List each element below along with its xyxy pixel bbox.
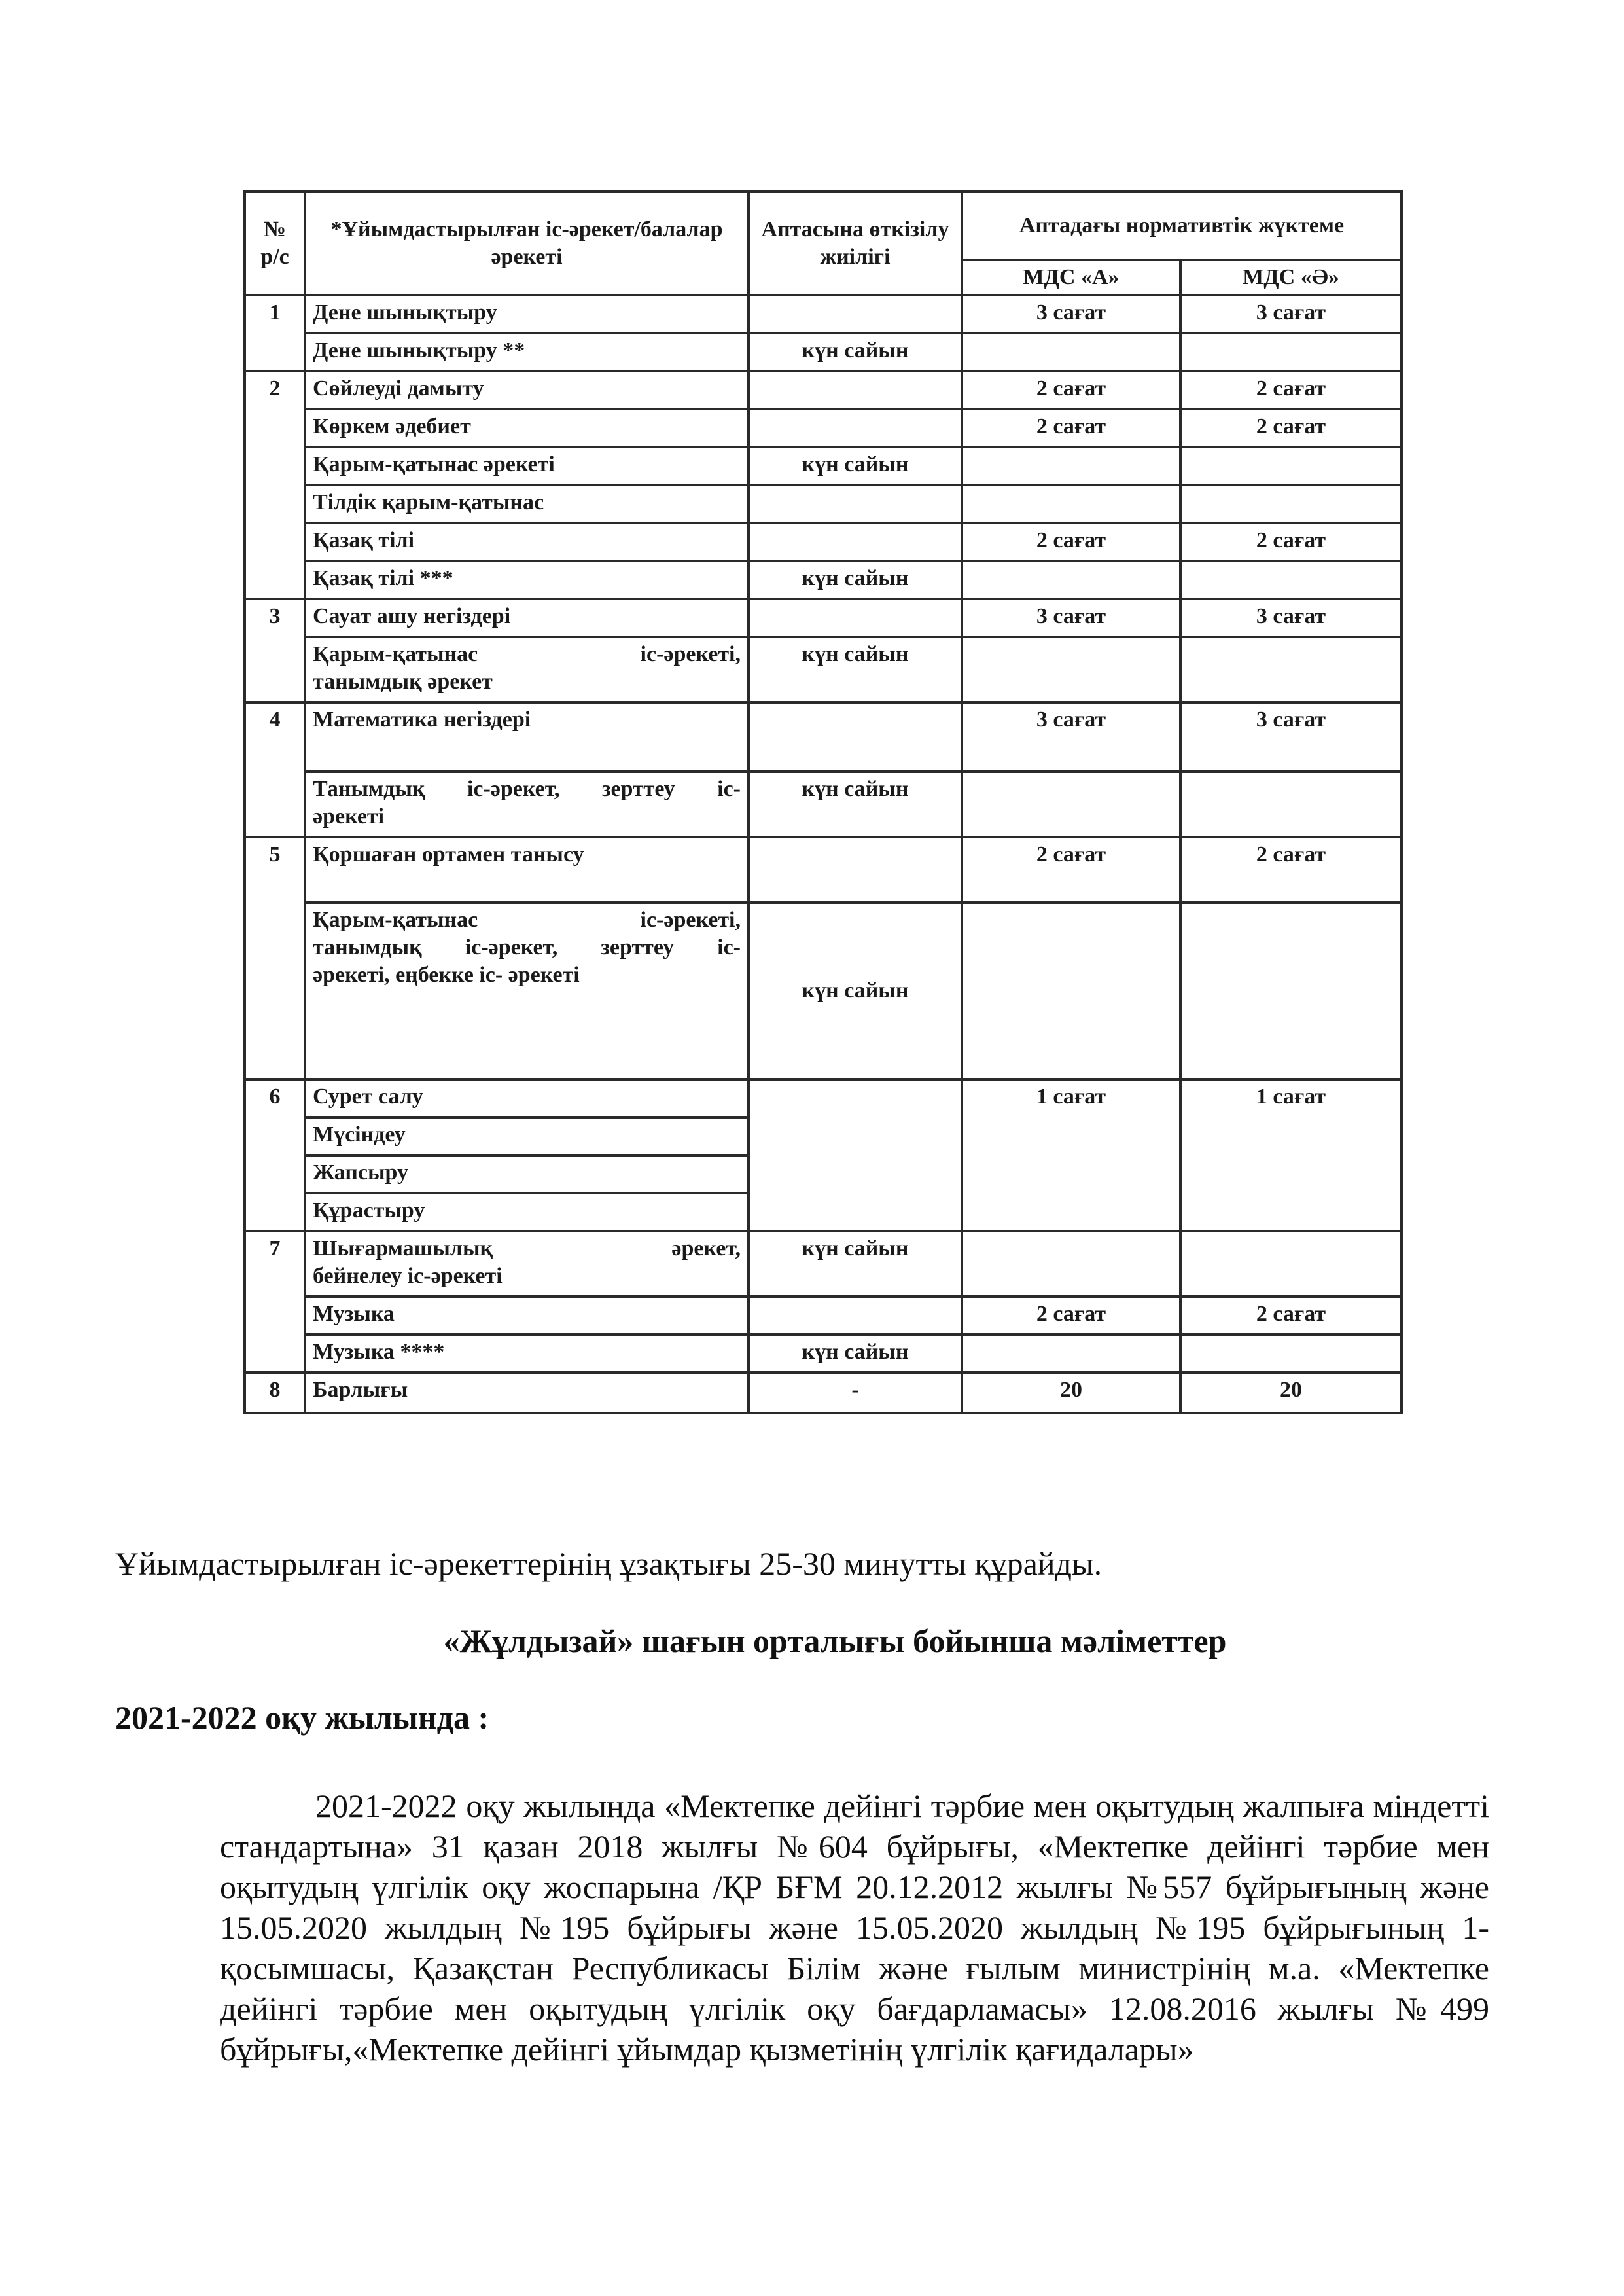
frequency-cell: күн сайын bbox=[749, 637, 962, 702]
load-ae-cell: 20 bbox=[1180, 1372, 1402, 1413]
activity-cell bbox=[305, 903, 749, 1079]
table-row bbox=[245, 772, 1402, 837]
header-mds-a: МДС «А» bbox=[962, 260, 1180, 295]
activity-cell: Көркем әдебиет bbox=[305, 409, 749, 447]
header-mds-ae: МДС «Ә» bbox=[1180, 260, 1402, 295]
load-ae-cell: 2 сағат bbox=[1180, 523, 1402, 561]
activity-cell: Мүсіндеу bbox=[305, 1117, 749, 1155]
activity-cell bbox=[305, 1231, 749, 1297]
activity-cell: Тілдік қарым-қатынас bbox=[305, 485, 749, 523]
header-frequency: Аптасына өткізілу жиілігі bbox=[749, 192, 962, 295]
load-a-cell: 2 сағат bbox=[962, 409, 1180, 447]
table-row-total bbox=[245, 1372, 1402, 1413]
load-ae-cell: 2 сағат bbox=[1180, 371, 1402, 409]
load-ae-cell: 3 сағат bbox=[1180, 599, 1402, 637]
table-row bbox=[245, 371, 1402, 409]
frequency-cell: күн сайын bbox=[749, 772, 962, 837]
frequency-cell bbox=[749, 523, 962, 561]
activity-cell bbox=[305, 772, 749, 837]
frequency-cell: күн сайын bbox=[749, 1231, 962, 1297]
row-number: 4 bbox=[245, 702, 305, 837]
load-a-cell: 20 bbox=[962, 1372, 1180, 1413]
activity-cell: Құрастыру bbox=[305, 1193, 749, 1231]
load-ae-cell: 2 сағат bbox=[1180, 837, 1402, 903]
activity-cell: Қазақ тілі *** bbox=[305, 561, 749, 599]
load-ae-cell: 2 сағат bbox=[1180, 409, 1402, 447]
activity-cell: Жапсыру bbox=[305, 1155, 749, 1193]
frequency-cell: күн сайын bbox=[749, 903, 962, 1079]
table-row bbox=[245, 333, 1402, 371]
load-a-cell: 3 сағат bbox=[962, 702, 1180, 772]
load-a-cell bbox=[962, 485, 1180, 523]
load-a-cell bbox=[962, 447, 1180, 485]
activity-line: танымдық әрекет bbox=[313, 670, 493, 694]
activity-line: әрекеті bbox=[313, 804, 385, 829]
table-row bbox=[245, 837, 1402, 903]
row-number: 8 bbox=[245, 1372, 305, 1413]
activity-line: Қарым-қатынас іс-әрекеті, bbox=[313, 642, 741, 666]
frequency-cell: күн сайын bbox=[749, 1335, 962, 1372]
row-number: 2 bbox=[245, 371, 305, 599]
frequency-cell: күн сайын bbox=[749, 447, 962, 485]
paragraph-text: 2021-2022 оқу жылында «Мектепке дейінгі тәрбие мен оқытудың жалпыға міндетті стандартына» 31 қазан 2018 жылғы №604 бұйрығы, «Мектепке дейінгі тәрбие мен оқытудың үлгілік оқу жоспарына /ҚР БҒМ 20.12.2012 жылғы №557 бұйрығының және 15.05.2020 жылдың №195 бұйрығы және 15.05.2020 жылдың №195 бұйрығының 1-қосымшасы, Қазақстан Республикасы Білім және ғылым министрінің м.а. «Мектепке дейінгі тәрбие мен оқытудың үлгілік оқу бағдарламасы» 12.08.2016 жылғы №499 бұйрығы,«Мектепке дейінгі ұйымдар қызметінің үлгілік қағидалары» bbox=[220, 1787, 1489, 2068]
activity-cell: Математика негіздері bbox=[305, 702, 749, 772]
load-ae-cell bbox=[1180, 447, 1402, 485]
load-ae-cell bbox=[1180, 561, 1402, 599]
load-ae-cell: 1 сағат bbox=[1180, 1079, 1402, 1231]
activity-cell: Барлығы bbox=[305, 1372, 749, 1413]
load-a-cell bbox=[962, 1231, 1180, 1297]
table-row bbox=[245, 523, 1402, 561]
header-num: № р/с bbox=[245, 192, 305, 295]
load-ae-cell bbox=[1180, 772, 1402, 837]
row-number: 6 bbox=[245, 1079, 305, 1231]
row-number: 7 bbox=[245, 1231, 305, 1372]
load-a-cell bbox=[962, 772, 1180, 837]
year-heading: 2021-2022 оқу жылында : bbox=[115, 1699, 489, 1736]
activity-line: Танымдық іс-әрекет, зерттеу іс- bbox=[313, 777, 741, 801]
row-number: 5 bbox=[245, 837, 305, 1079]
section-heading: «Жұлдызай» шағын орталығы бойынша мәліметтер bbox=[443, 1623, 1227, 1659]
frequency-cell bbox=[749, 837, 962, 903]
row-number: 1 bbox=[245, 295, 305, 371]
activity-line: Қарым-қатынас іс-әрекеті, bbox=[313, 908, 741, 932]
activity-cell: Сауат ашу негіздері bbox=[305, 599, 749, 637]
activity-cell: Дене шынықтыру ** bbox=[305, 333, 749, 371]
row-number: 3 bbox=[245, 599, 305, 702]
activity-cell: Сөйлеуді дамыту bbox=[305, 371, 749, 409]
load-a-cell: 2 сағат bbox=[962, 837, 1180, 903]
load-a-cell bbox=[962, 903, 1180, 1079]
frequency-cell bbox=[749, 409, 962, 447]
frequency-cell bbox=[749, 371, 962, 409]
activity-line: бейнелеу іс-әрекеті bbox=[313, 1264, 503, 1288]
table-row bbox=[245, 903, 1402, 1079]
table-row bbox=[245, 702, 1402, 772]
activity-line: Шығармашылық әрекет, bbox=[313, 1236, 741, 1261]
table-row bbox=[245, 1335, 1402, 1372]
load-a-cell: 1 сағат bbox=[962, 1079, 1180, 1231]
load-a-cell bbox=[962, 637, 1180, 702]
load-ae-cell bbox=[1180, 637, 1402, 702]
frequency-cell: күн сайын bbox=[749, 561, 962, 599]
load-ae-cell bbox=[1180, 1231, 1402, 1297]
table-row bbox=[245, 295, 1402, 333]
load-a-cell: 3 сағат bbox=[962, 295, 1180, 333]
header-activity: *Ұйымдастырылған іс-әрекет/балалар әрекеті bbox=[305, 192, 749, 295]
activity-cell: Сурет салу bbox=[305, 1079, 749, 1117]
body-paragraph bbox=[220, 1785, 1489, 2070]
load-a-cell: 2 сағат bbox=[962, 371, 1180, 409]
activity-cell: Музыка bbox=[305, 1297, 749, 1335]
frequency-cell bbox=[749, 599, 962, 637]
load-ae-cell bbox=[1180, 903, 1402, 1079]
activity-cell: Қоршаған ортамен танысу bbox=[305, 837, 749, 903]
frequency-cell: күн сайын bbox=[749, 333, 962, 371]
activity-cell: Қазақ тілі bbox=[305, 523, 749, 561]
table-row bbox=[245, 409, 1402, 447]
load-ae-cell: 3 сағат bbox=[1180, 702, 1402, 772]
load-ae-cell: 2 сағат bbox=[1180, 1297, 1402, 1335]
curriculum-table bbox=[243, 190, 1403, 1414]
table-row bbox=[245, 1297, 1402, 1335]
load-a-cell: 2 сағат bbox=[962, 1297, 1180, 1335]
load-a-cell: 2 сағат bbox=[962, 523, 1180, 561]
frequency-cell bbox=[749, 485, 962, 523]
activity-cell: Дене шынықтыру bbox=[305, 295, 749, 333]
activity-line: әрекеті, еңбекке іс- әрекеті bbox=[313, 963, 580, 987]
table-row bbox=[245, 561, 1402, 599]
table-row bbox=[245, 599, 1402, 637]
curriculum-table-container bbox=[243, 190, 1400, 1414]
frequency-cell bbox=[749, 702, 962, 772]
load-a-cell bbox=[962, 1335, 1180, 1372]
activity-cell bbox=[305, 637, 749, 702]
frequency-cell bbox=[749, 295, 962, 333]
frequency-cell: - bbox=[749, 1372, 962, 1413]
table-row bbox=[245, 1079, 1402, 1117]
load-ae-cell bbox=[1180, 333, 1402, 371]
load-a-cell bbox=[962, 561, 1180, 599]
load-a-cell: 3 сағат bbox=[962, 599, 1180, 637]
load-ae-cell bbox=[1180, 1335, 1402, 1372]
activity-cell: Музыка **** bbox=[305, 1335, 749, 1372]
frequency-cell bbox=[749, 1079, 962, 1231]
frequency-cell bbox=[749, 1297, 962, 1335]
table-row bbox=[245, 1231, 1402, 1297]
load-ae-cell: 3 сағат bbox=[1180, 295, 1402, 333]
load-a-cell bbox=[962, 333, 1180, 371]
table-row bbox=[245, 485, 1402, 523]
header-load: Аптадағы нормативтік жүктеме bbox=[962, 192, 1402, 260]
table-row bbox=[245, 637, 1402, 702]
table-row bbox=[245, 447, 1402, 485]
duration-note: Ұйымдастырылған іс-әрекеттерінің ұзақтығы 25-30 минутты құрайды. bbox=[115, 1545, 1103, 1582]
activity-line: танымдық іс-әрекет, зерттеу іс- bbox=[313, 935, 741, 960]
load-ae-cell bbox=[1180, 485, 1402, 523]
activity-cell: Қарым-қатынас әрекеті bbox=[305, 447, 749, 485]
